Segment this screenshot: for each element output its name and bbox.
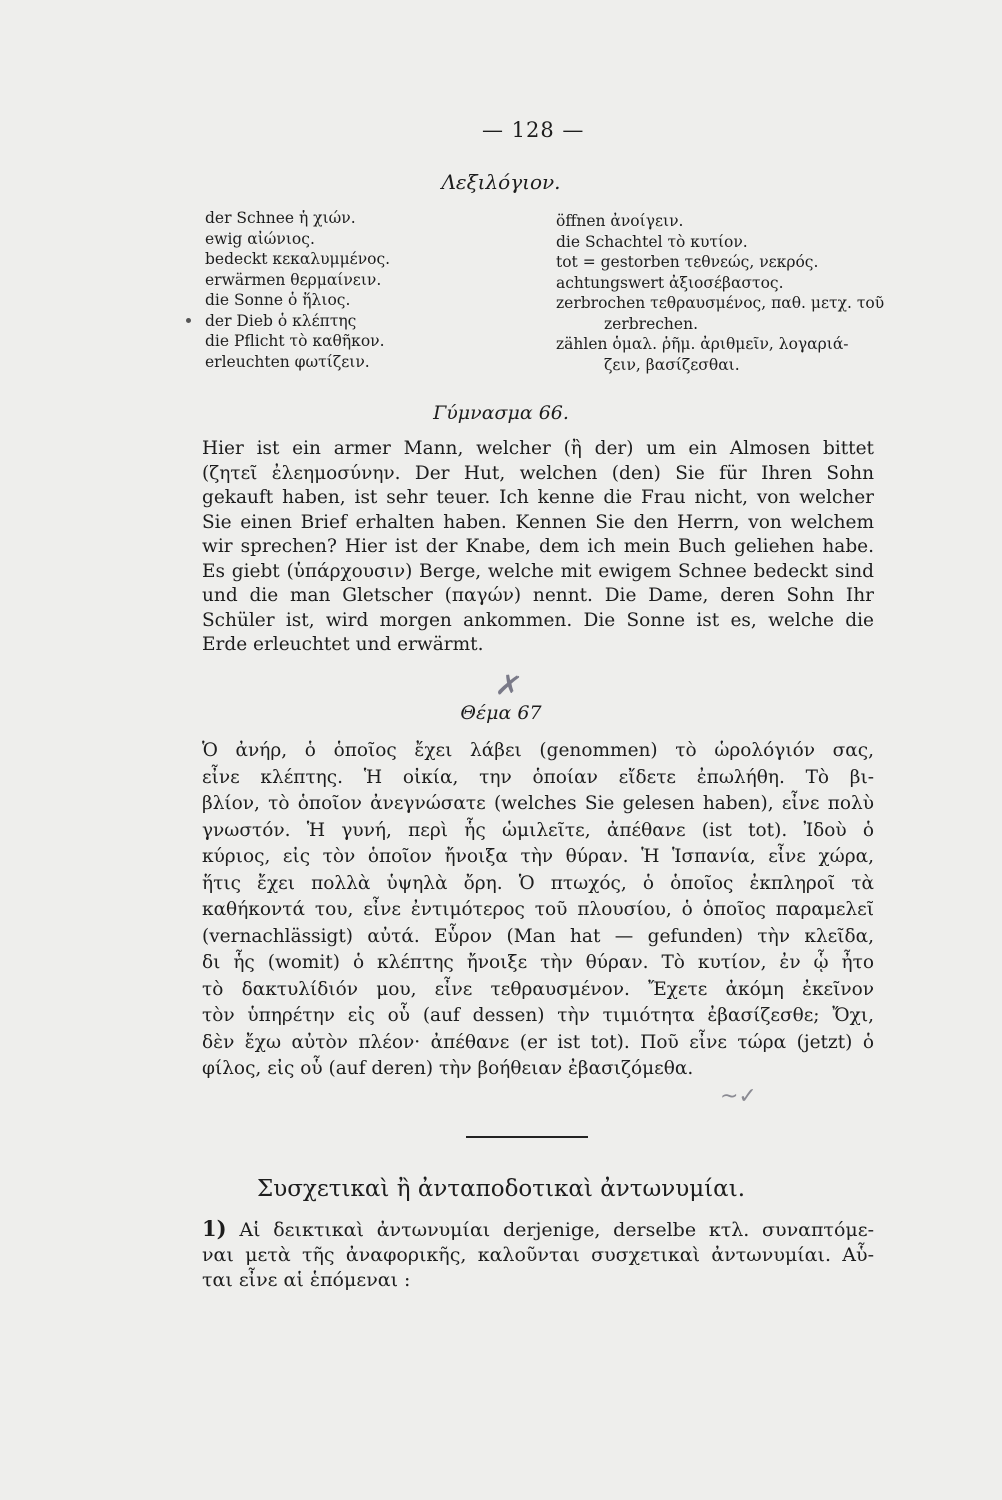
text-line: Sie einen Brief erhalten haben. Kennen Sie den Herrn, von welchem [202, 511, 874, 533]
theme-67-title: Θέμα 67 [460, 702, 542, 724]
vocab-entry: erwärmen θερμαίνειν. [205, 270, 382, 289]
text-line: ναι μετὰ τῆς ἀναφορικῆς, καλοῦνται συσχετικαὶ ἀντωνυμίαι. Αὗ- [202, 1244, 874, 1266]
text-line: Es giebt (ὑπάρχουσιν) Berge, welche mit ewigem Schnee bedeckt sind [202, 560, 874, 582]
vocab-entry: erleuchten φωτίζειν. [205, 352, 370, 371]
text-line: ται εἶνε αἱ ἑπόμεναι : [202, 1269, 411, 1291]
item-number: 1) [202, 1216, 227, 1241]
text-line: φίλος, εἰς οὗ (auf deren) τὴν βοήθειαν ἐβασιζόμεθα. [202, 1058, 694, 1079]
pencil-cross-mark: ✗ [492, 666, 525, 707]
exercise-66-text [202, 437, 874, 658]
vocab-entry: die Schachtel τὸ κυτίον. [556, 232, 748, 251]
vocab-entry: bedeckt κεκαλυμμένος. [205, 250, 391, 268]
text-line: Hier ist ein armer Mann, welcher (ἢ der) um ein Almosen bittet [202, 438, 874, 459]
pencil-check-mark: ~✓ [720, 1084, 757, 1109]
vocab-entry-continuation: zerbrechen. [604, 314, 698, 333]
vocabulary-left-column [205, 208, 390, 372]
text-line: γνωστόν. Ἡ γυνή, περὶ ἧς ὡμιλεῖτε, ἀπέθανε (ist tot). Ἰδοὺ ὁ [202, 819, 874, 841]
text-line: Ὁ ἀνήρ, ὁ ὁποῖος ἔχει λάβει (genommen) τὸ ὡρολόγιόν σας, [202, 740, 874, 761]
text-line: εἶνε κλέπτης. Ἡ οἰκία, την ὁποίαν εἴδετε ἐπωλήθη. Τὸ βι- [202, 766, 874, 788]
text-line: δὲν ἔχω αὐτὸν πλέον· ἀπέθανε (er ist tot). Ποῦ εἶνε τώρα (jetzt) ὁ [202, 1031, 874, 1053]
vocab-entry: tot = gestorben τεθνεώς, νεκρός. [556, 253, 819, 271]
text-line: und die man Gletscher (παγών) nennt. Die Dame, deren Sohn Ihr [202, 585, 874, 606]
text-line: καθήκοντά του, εἶνε ἐντιμότερος τοῦ πλουσίου, ὁ ὁποῖος παραμελεῖ [202, 899, 874, 920]
text-line: τὸ δακτυλίδιόν μου, εἶνε τεθραυσμένον. Ἔχετε ἀκόμη ἐκεῖνον [202, 978, 874, 1000]
vocabulary-right-column [556, 211, 884, 375]
text-line: wir sprechen? Hier ist der Knabe, dem ich mein Buch geliehen habe. [202, 536, 874, 557]
exercise-66-title: Γύμνασμα 66. [433, 402, 569, 424]
theme-67-text [202, 738, 874, 1083]
text-line: (ζητεῖ ἐλεημοσύνην. Der Hut, welchen (den) Sie für Ihren Sohn [202, 462, 874, 484]
page-number: — 128 — [482, 118, 585, 142]
vocab-entry: achtungswert ἀξιοσέβαστος. [556, 273, 784, 292]
text-line: (vernachlässigt) αὐτά. Εὗρον (Man hat — gefunden) τὴν κλεῖδα, [202, 925, 874, 947]
text-line-content: Αἱ δεικτικαὶ ἀντωνυμίαι derjenige, derselbe κτλ. συναπτόμε- [239, 1219, 874, 1241]
text-line: τὸν ὑπηρέτην εἰς οὗ (auf dessen) τὴν τιμιότητα ἐβασίζεσθε; Ὄχι, [202, 1005, 874, 1026]
text-line: gekauft haben, ist sehr teuer. Ich kenne die Frau nicht, von welcher [202, 487, 874, 508]
vocab-entry: zerbrochen τεθραυσμένος, παθ. μετχ. τοῦ [556, 294, 885, 312]
vocabulary-title: Λεξιλόγιον. [441, 170, 561, 194]
vocab-entry: der Schnee ἡ χιών. [205, 209, 356, 227]
vocab-entry: der Dieb ὁ κλέπτης [205, 311, 357, 330]
section-heading: Συσχετικαὶ ἢ ἀνταποδοτικαὶ ἀντωνυμίαι. [256, 1176, 746, 1202]
vocab-entry: öffnen ἀνοίγειν. [556, 212, 684, 230]
text-line: Erde erleuchtet und erwärmt. [202, 634, 484, 655]
vocab-entry: die Pflicht τὸ καθῆκον. [205, 332, 385, 350]
text-line: κύριος, εἰς τὸν ὁποῖον ἤνοιξα τὴν θύραν. Ἡ Ἱσπανία, εἶνε χώρα, [202, 846, 874, 867]
text-line: δι ἧς (womit) ὁ κλέπτης ἤνοιξε τὴν θύραν. Τὸ κυτίον, ἐν ᾧ ἦτο [202, 952, 874, 973]
vocab-entry: zählen ὁμαλ. ῥῆμ. ἀριθμεῖν, λογαριά- [556, 335, 849, 353]
vocab-entry: ewig αἰώνιος. [205, 229, 315, 248]
text-line: βλίον, τὸ ὁποῖον ἀνεγνώσατε (welches Sie gelesen haben), εἶνε πολὺ [202, 793, 874, 814]
section-divider [466, 1136, 588, 1138]
text-line: ἥτις ἔχει πολλὰ ὑψηλὰ ὄρη. Ὁ πτωχός, ὁ ὁποῖος ἐκπληροῖ τὰ [202, 872, 874, 894]
vocab-entry: die Sonne ὁ ἥλιος. [205, 291, 351, 309]
scan-speck [186, 318, 191, 323]
section-text [202, 1216, 874, 1293]
text-line: Schüler ist, wird morgen ankommen. Die Sonne ist es, welche die [202, 609, 874, 631]
text-line [202, 1216, 874, 1243]
vocab-entry-continuation: ζειν, βασίζεσθαι. [604, 355, 740, 374]
